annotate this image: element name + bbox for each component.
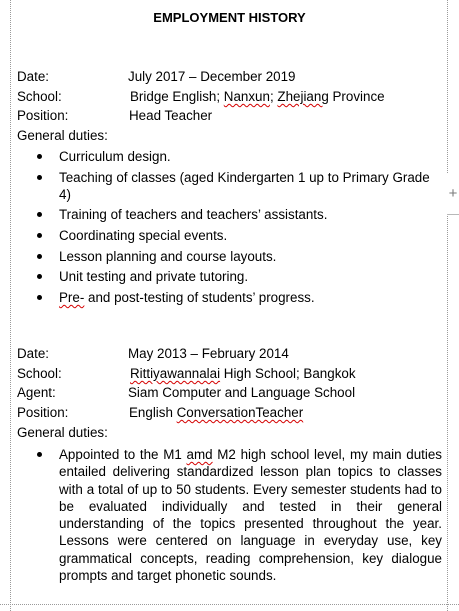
position-label: Position: — [17, 108, 69, 123]
duties-heading: General duties: — [17, 128, 108, 143]
school-name-text: Bridge English; — [130, 89, 224, 104]
spellcheck-word: amd — [186, 447, 213, 462]
spellcheck-word: ConversationTeacher — [176, 405, 304, 420]
add-icon[interactable]: + — [447, 174, 459, 214]
position-value: Head Teacher — [129, 108, 213, 123]
list-item-text: and post-testing of students’ progress. — [84, 290, 315, 306]
school-label: School: — [17, 366, 62, 381]
list-item-text: Appointed to the M1 — [59, 447, 187, 462]
duties-list — [0, 148, 442, 310]
date-value: July 2017 – December 2019 — [128, 69, 296, 84]
duties-heading: General duties: — [17, 425, 108, 440]
date-label: Date: — [17, 69, 50, 84]
date-label: Date: — [17, 346, 50, 361]
separator-text: ; — [269, 89, 278, 104]
list-item: Curriculum design. — [0, 148, 442, 165]
position-value — [129, 404, 303, 422]
document-title: EMPLOYMENT HISTORY — [153, 10, 306, 25]
date-value: May 2013 – February 2014 — [128, 346, 289, 361]
list-item: Unit testing and private tutoring. — [0, 268, 442, 285]
school-value — [130, 88, 385, 106]
agent-label: Agent: — [17, 385, 56, 400]
list-item — [0, 446, 442, 584]
list-item: Coordinating special events. — [0, 227, 442, 244]
duties-list — [0, 446, 442, 588]
school-label: School: — [17, 89, 62, 104]
province-text: Province — [328, 89, 385, 104]
position-label: Position: — [17, 405, 69, 420]
agent-value: Siam Computer and Language School — [128, 385, 356, 400]
list-item: Training of teachers and teachers’ assistants. — [0, 206, 442, 223]
list-item — [0, 289, 442, 306]
position-text: English — [129, 405, 177, 420]
page-bottom-margin-guide — [0, 604, 459, 605]
list-item-text: M2 high school level, my main duties entailed delivering standardized lesson plan topics to classes with a total of up to 50 students. Every semester students had to be evaluated individually and tested in their general understanding of the topics presented throughout the year. Lessons were centered on language in everyday use, key grammatical concepts, reading comprehension, key dialogue prompts and target phonetic sounds. — [59, 447, 442, 584]
side-tab-bottom-line — [447, 214, 459, 215]
school-value — [130, 365, 356, 383]
spellcheck-word: Zhejiang — [277, 89, 329, 104]
list-item: Teaching of classes (aged Kindergarten 1 up to Primary Grade 4) — [0, 169, 442, 203]
list-item: Lesson planning and course layouts. — [0, 248, 442, 265]
page-right-margin-guide — [447, 0, 448, 611]
spellcheck-word: Rittiyawannalai — [130, 366, 221, 381]
spellcheck-word: Nanxun — [223, 89, 270, 104]
spellcheck-word: Pre- — [59, 290, 85, 306]
school-name-text: High School; Bangkok — [220, 366, 356, 381]
